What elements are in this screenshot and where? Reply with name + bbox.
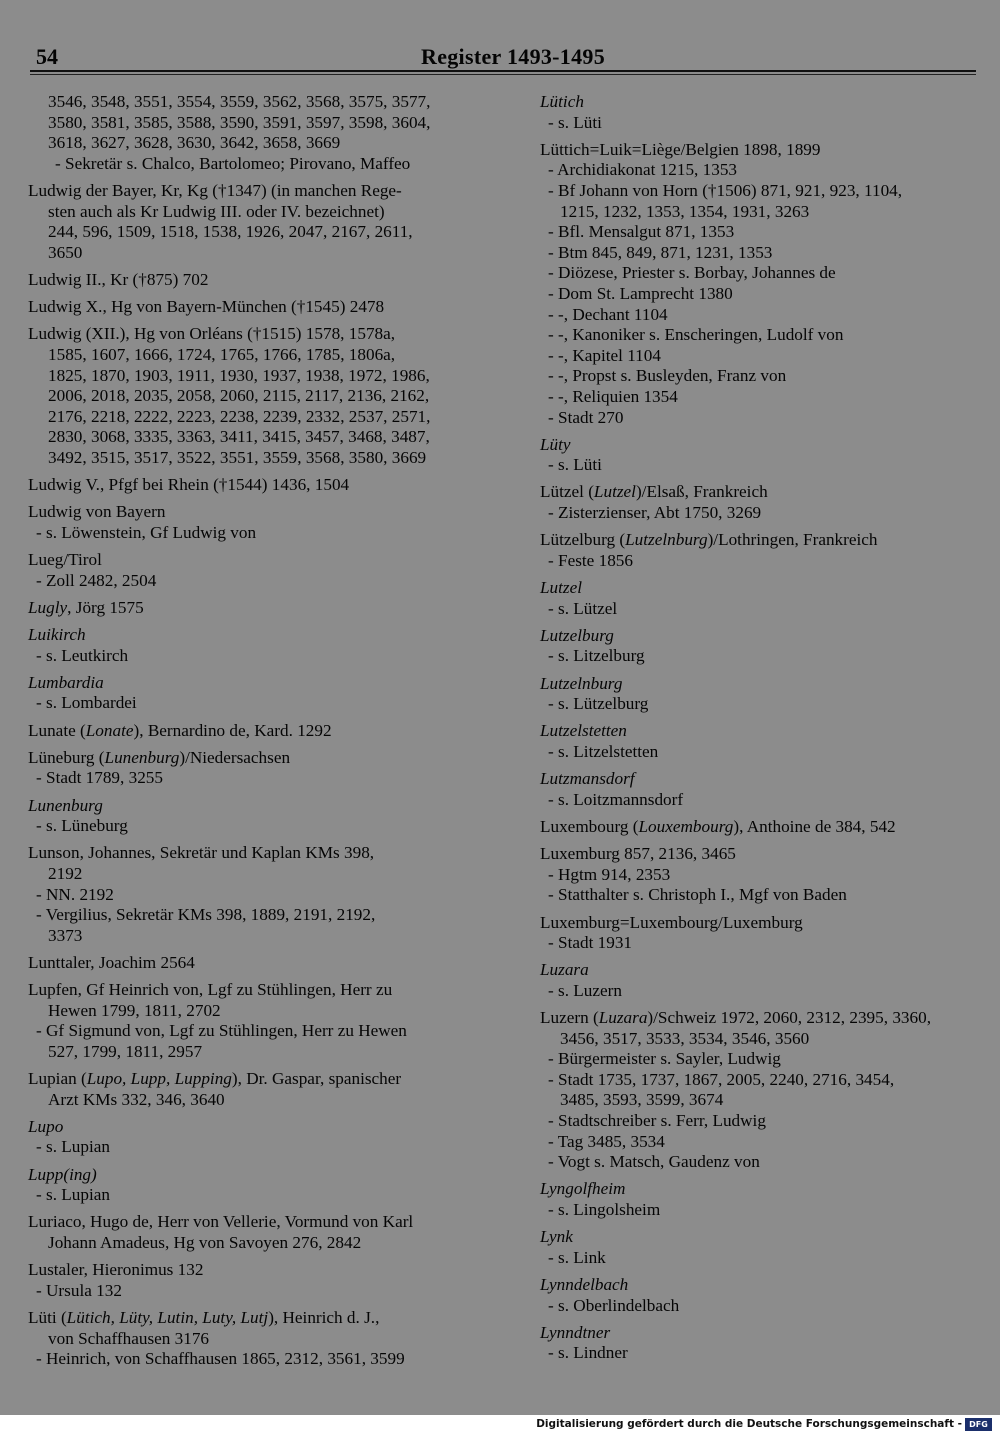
index-line: - s. Lüneburg xyxy=(36,816,128,836)
index-entry xyxy=(540,435,980,476)
index-line: sten auch als Kr Ludwig III. oder IV. bezeichnet) xyxy=(48,201,385,221)
index-line: Lueg/Tirol xyxy=(28,550,102,570)
italic-variant: Luzara xyxy=(598,1008,648,1028)
index-line: - -, Kanoniker s. Enscheringen, Ludolf von xyxy=(548,325,844,345)
index-line: Johann Amadeus, Hg von Savoyen 276, 2842 xyxy=(48,1232,362,1252)
index-line: 244, 596, 1509, 1518, 1538, 1926, 2047, 2167, 2611, xyxy=(48,222,413,242)
index-line: Lunenburg xyxy=(28,795,103,815)
index-line: Lützel (Lutzel)/Elsaß, Frankreich xyxy=(540,482,768,502)
index-entry xyxy=(540,674,980,715)
index-line: Lupfen, Gf Heinrich von, Lgf zu Stühlingen, Herr zu xyxy=(28,980,393,1000)
index-line: Ludwig II., Kr (†875) 702 xyxy=(28,269,209,289)
index-line: - Ursula 132 xyxy=(36,1280,122,1300)
index-line: Lüneburg (Lunenburg)/Niedersachsen xyxy=(28,747,291,767)
index-entry xyxy=(28,1260,480,1301)
index-line: Lynndelbach xyxy=(540,1274,629,1294)
index-line: Arzt KMs 332, 346, 3640 xyxy=(48,1089,225,1109)
index-entry xyxy=(28,673,480,714)
index-line: - s. Lupian xyxy=(36,1185,110,1205)
index-line: Ludwig (XII.), Hg von Orléans (†1515) 1578, 1578a, xyxy=(28,324,396,344)
index-line: Lunate (Lonate), Bernardino de, Kard. 1292 xyxy=(28,720,332,740)
right-index-column xyxy=(540,92,980,1371)
index-entry xyxy=(28,1212,480,1253)
italic-variant: Lutzel xyxy=(593,482,636,502)
index-line: 3492, 3515, 3517, 3522, 3551, 3559, 3568, 3580, 3669 xyxy=(48,447,427,467)
index-entry xyxy=(28,270,480,291)
index-line: - s. Leutkirch xyxy=(36,645,129,665)
index-line: Hewen 1799, 1811, 2702 xyxy=(48,1000,221,1020)
index-line: - s. Lombardei xyxy=(36,693,137,713)
index-entry xyxy=(28,598,480,619)
index-entry xyxy=(540,530,980,571)
italic-variant: Lonate xyxy=(85,720,134,740)
index-line: - NN. 2192 xyxy=(36,884,114,904)
index-line: - Heinrich, von Schaffhausen 1865, 2312, 3561, 3599 xyxy=(36,1349,405,1369)
running-header xyxy=(36,44,976,72)
index-line: 1825, 1870, 1903, 1911, 1930, 1937, 1938, 1972, 1986, xyxy=(48,365,430,385)
index-entry xyxy=(28,625,480,666)
index-line: - -, Dechant 1104 xyxy=(548,304,668,324)
index-line: 2176, 2218, 2222, 2223, 2238, 2239, 2332, 2537, 2571, xyxy=(48,406,431,426)
index-line: - Stadt 1931 xyxy=(548,933,633,953)
index-entry xyxy=(28,721,480,742)
index-entry xyxy=(540,1275,980,1316)
index-entry xyxy=(540,140,980,428)
index-line: Lützelburg (Lutzelnburg)/Lothringen, Frankreich xyxy=(540,530,878,550)
index-line: 3373 xyxy=(48,925,83,945)
index-entry xyxy=(28,297,480,318)
header-rule-thin xyxy=(30,74,976,75)
index-line: Lynk xyxy=(540,1227,573,1247)
index-line: - s. Lupian xyxy=(36,1137,110,1157)
index-line: - Diözese, Priester s. Borbay, Johannes de xyxy=(548,263,836,283)
index-line: Lutzelburg xyxy=(540,625,614,645)
left-index-column xyxy=(28,92,480,1376)
index-line: - Stadtschreiber s. Ferr, Ludwig xyxy=(548,1111,766,1131)
index-line: Lustaler, Hieronimus 132 xyxy=(28,1260,204,1280)
index-entry xyxy=(28,980,480,1062)
index-entry xyxy=(28,502,480,543)
index-line: 1585, 1607, 1666, 1724, 1765, 1766, 1785, 1806a, xyxy=(48,344,396,364)
index-line: - Gf Sigmund von, Lgf zu Stühlingen, Herr zu Hewen xyxy=(36,1021,407,1041)
dfg-logo-icon: DFG xyxy=(965,1418,992,1431)
index-line: - s. Lüti xyxy=(548,112,602,132)
index-line: - s. Lützelburg xyxy=(548,694,649,714)
index-line: Lupp(ing) xyxy=(28,1164,97,1184)
index-line: Luxembourg (Louxembourg), Anthoine de 384, 542 xyxy=(540,816,896,836)
index-line: Lupian (Lupo, Lupp, Lupping), Dr. Gaspar, spanischer xyxy=(28,1069,402,1089)
index-entry xyxy=(540,721,980,762)
index-entry xyxy=(28,92,480,174)
index-line: Lutzelnburg xyxy=(540,673,623,693)
index-entry xyxy=(28,1069,480,1110)
index-line: - -, Kapitel 1104 xyxy=(548,345,661,365)
index-line: 2006, 2018, 2035, 2058, 2060, 2115, 2117, 2136, 2162, xyxy=(48,386,430,406)
footer-credit: Digitalisierung gefördert durch die Deutsche Forschungsgemeinschaft - xyxy=(536,1418,962,1430)
index-line: 3546, 3548, 3551, 3554, 3559, 3562, 3568, 3575, 3577, xyxy=(48,92,431,111)
index-line: Luxemburg 857, 2136, 3465 xyxy=(540,844,736,864)
index-line: Lugly, Jörg 1575 xyxy=(28,597,144,617)
index-line: Luzern (Luzara)/Schweiz 1972, 2060, 2312, 2395, 3360, xyxy=(540,1008,931,1028)
index-line: - Vergilius, Sekretär KMs 398, 1889, 2191, 2192, xyxy=(36,905,376,925)
index-entry xyxy=(28,475,480,496)
index-line: - Bfl. Mensalgut 871, 1353 xyxy=(548,222,735,242)
index-line: - s. Löwenstein, Gf Ludwig von xyxy=(36,522,257,542)
index-line: - Vogt s. Matsch, Gaudenz von xyxy=(548,1152,760,1172)
index-line: Lutzmansdorf xyxy=(540,769,635,789)
index-line: - s. Lingolsheim xyxy=(548,1200,661,1219)
index-line: - s. Litzelburg xyxy=(548,646,645,666)
index-line: - s. Loitzmannsdorf xyxy=(548,789,684,809)
index-line: Lutzelstetten xyxy=(540,721,627,741)
page-number: 54 xyxy=(36,44,58,69)
index-line: 2192 xyxy=(48,863,83,883)
index-line: - s. Oberlindelbach xyxy=(548,1295,680,1315)
index-entry xyxy=(540,844,980,906)
index-line: Ludwig von Bayern xyxy=(28,502,166,522)
index-line: - Zisterzienser, Abt 1750, 3269 xyxy=(548,503,762,523)
italic-variant: Lugly xyxy=(28,597,68,617)
index-line: - s. Luzern xyxy=(548,980,622,1000)
index-line: Lumbardia xyxy=(28,672,104,692)
index-entry xyxy=(28,748,480,789)
index-entry xyxy=(28,796,480,837)
index-entry xyxy=(540,92,980,133)
index-entry xyxy=(540,1008,980,1173)
index-line: - s. Litzelstetten xyxy=(548,741,659,761)
italic-variant: Lütich, Lüty, Lutin, Luty, Lutj xyxy=(66,1307,269,1327)
index-line: 527, 1799, 1811, 2957 xyxy=(48,1041,203,1061)
index-line: - -, Reliquien 1354 xyxy=(548,386,678,406)
index-line: 3485, 3593, 3599, 3674 xyxy=(560,1090,724,1110)
index-line: - Bf Johann von Horn (†1506) 871, 921, 923, 1104, xyxy=(548,180,903,200)
index-line: 2830, 3068, 3335, 3363, 3411, 3415, 3457, 3468, 3487, xyxy=(48,427,430,447)
index-line: Ludwig V., Pfgf bei Rhein (†1544) 1436, 1504 xyxy=(28,475,350,495)
index-entry xyxy=(28,1117,480,1158)
index-line: - Statthalter s. Christoph I., Mgf von Baden xyxy=(548,885,847,905)
italic-variant: Louxembourg xyxy=(638,816,734,836)
index-line: Lüti (Lütich, Lüty, Lutin, Luty, Lutj), Heinrich d. J., xyxy=(28,1307,380,1327)
index-line: - Sekretär s. Chalco, Bartolomeo; Pirovano, Maffeo xyxy=(55,153,411,173)
index-line: - Zoll 2482, 2504 xyxy=(36,570,157,590)
index-line: - Stadt 1735, 1737, 1867, 2005, 2240, 2716, 3454, xyxy=(548,1069,895,1089)
index-line: Luzara xyxy=(540,960,589,980)
index-line: Luikirch xyxy=(28,625,86,644)
index-line: 3650 xyxy=(48,242,83,262)
index-line: 3618, 3627, 3628, 3630, 3642, 3658, 3669 xyxy=(48,133,341,153)
index-line: Luriaco, Hugo de, Herr von Vellerie, Vormund von Karl xyxy=(28,1212,414,1232)
index-entry xyxy=(540,578,980,619)
index-line: Luxemburg=Luxembourg/Luxemburg xyxy=(540,912,803,932)
index-line: - s. Lützel xyxy=(548,598,618,618)
index-line: - Stadt 1789, 3255 xyxy=(36,768,163,788)
index-line: 3580, 3581, 3585, 3588, 3590, 3591, 3597, 3598, 3604, xyxy=(48,112,431,132)
index-entry xyxy=(28,1308,480,1370)
index-entry xyxy=(540,913,980,954)
index-line: Lüttich=Luik=Liège/Belgien 1898, 1899 xyxy=(540,139,821,159)
index-line: Lütich xyxy=(540,92,584,111)
index-entry xyxy=(540,960,980,1001)
italic-variant: Lupo, Lupp, Lupping xyxy=(86,1069,232,1089)
index-line: - Stadt 270 xyxy=(548,407,624,427)
index-line: Ludwig der Bayer, Kr, Kg (†1347) (in manchen Rege- xyxy=(28,180,402,200)
index-entry xyxy=(540,482,980,523)
index-entry xyxy=(28,181,480,263)
header-rule xyxy=(30,70,976,72)
index-line: - s. Lüti xyxy=(548,455,602,475)
footer-bar xyxy=(0,1415,1000,1435)
italic-variant: Lutzelnburg xyxy=(625,530,708,550)
italic-variant: Lunenburg xyxy=(104,747,180,767)
index-entry xyxy=(28,1165,480,1206)
index-line: Lupo xyxy=(28,1116,64,1136)
page-title: Register 1493-1495 xyxy=(421,44,606,69)
index-line: - Tag 3485, 3534 xyxy=(548,1131,665,1151)
index-entry xyxy=(28,550,480,591)
index-line: Lunttaler, Joachim 2564 xyxy=(28,952,195,972)
index-line: Ludwig X., Hg von Bayern-München (†1545) 2478 xyxy=(28,297,385,317)
index-line: - Btm 845, 849, 871, 1231, 1353 xyxy=(548,242,773,262)
index-entry xyxy=(540,769,980,810)
index-line: Lyngolfheim xyxy=(540,1179,626,1199)
index-line: Lutzel xyxy=(540,578,583,598)
index-entry xyxy=(540,1227,980,1268)
index-line: 1215, 1232, 1353, 1354, 1931, 3263 xyxy=(560,201,810,221)
index-entry xyxy=(540,626,980,667)
index-line: - Feste 1856 xyxy=(548,550,633,570)
index-entry xyxy=(540,1323,980,1364)
index-entry xyxy=(540,817,980,838)
index-line: von Schaffhausen 3176 xyxy=(48,1328,210,1348)
index-line: Lynndtner xyxy=(540,1322,611,1342)
index-line: Lunson, Johannes, Sekretär und Kaplan KMs 398, xyxy=(28,843,375,863)
index-line: - Archidiakonat 1215, 1353 xyxy=(548,160,738,180)
index-line: - s. Lindner xyxy=(548,1343,628,1363)
index-line: - -, Propst s. Busleyden, Franz von xyxy=(548,366,787,386)
index-entry xyxy=(28,324,480,468)
index-entry xyxy=(28,843,480,946)
index-entry xyxy=(28,953,480,974)
index-line: 3456, 3517, 3533, 3534, 3546, 3560 xyxy=(560,1028,810,1048)
index-line: - Hgtm 914, 2353 xyxy=(548,864,671,884)
index-line: - s. Link xyxy=(548,1247,606,1267)
index-line: Lüty xyxy=(540,434,571,454)
index-line: - Bürgermeister s. Sayler, Ludwig xyxy=(548,1049,781,1069)
index-entry xyxy=(540,1179,980,1220)
index-line: - Dom St. Lamprecht 1380 xyxy=(548,283,733,303)
